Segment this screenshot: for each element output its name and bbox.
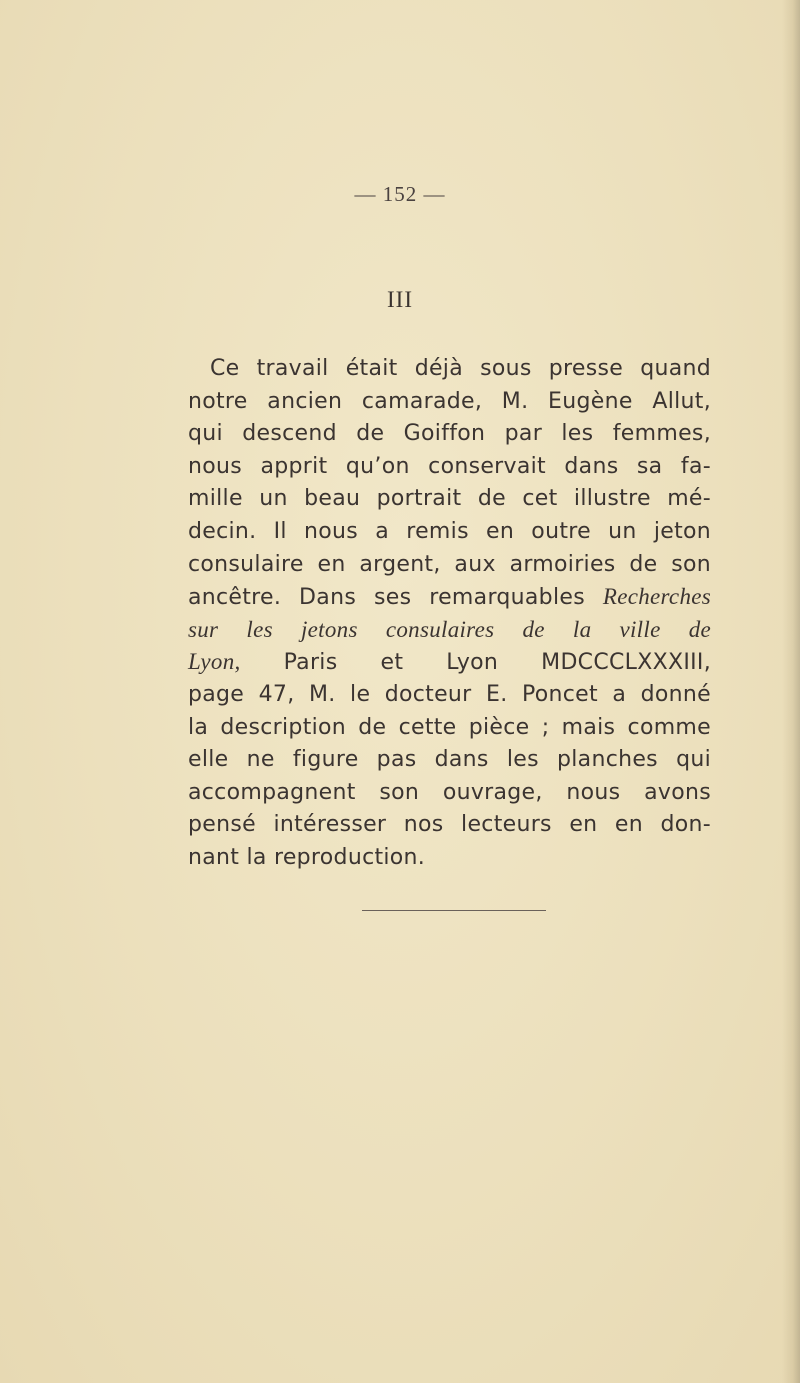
text-line [188, 744, 711, 777]
text-line [188, 483, 711, 516]
text-run: mille un beau portrait de cet illustre mé- [188, 486, 711, 512]
text-run: ancêtre. Dans ses remarquables [188, 585, 603, 611]
text-line [188, 809, 711, 842]
text-run: qui descend de Goiffon par les femmes, [188, 421, 711, 447]
page-edge-shadow [782, 0, 800, 1383]
text-run: elle ne figure pas dans les planches qui [188, 747, 711, 773]
page-number: — 152 — [354, 182, 446, 206]
text-run: consulaire en argent, aux armoiries de son [188, 551, 711, 577]
section-heading: III [387, 287, 413, 312]
text-line [188, 712, 711, 745]
text-run: decin. Il nous a remis en outre un jeton [188, 518, 711, 544]
italic-text: Recherches [602, 584, 711, 610]
body-paragraph [188, 353, 711, 875]
text-line [188, 353, 711, 386]
text-line [188, 516, 711, 549]
text-run: accompagnent son ouvrage, nous avons [188, 779, 711, 805]
text-run: Paris et Lyon MDCCCLXXXIII, [240, 650, 711, 676]
text-run: notre ancien camarade, M. Eugène Allut, [188, 388, 711, 414]
text-run: nant la reproduction. [188, 844, 426, 870]
text-line [188, 549, 711, 582]
text-line [188, 614, 711, 647]
italic-text: Lyon, [188, 649, 241, 675]
text-run: pensé intéresser nos lecteurs en en don- [188, 812, 711, 838]
text-run: la description de cette pièce ; mais comme [188, 714, 711, 740]
text-line [188, 777, 711, 810]
text-run: page 47, M. le docteur E. Poncet a donné [188, 681, 711, 707]
text-line [188, 418, 711, 451]
text-line [188, 679, 711, 712]
text-line [188, 451, 711, 484]
text-line [188, 581, 711, 614]
text-run: Ce travail était déjà sous presse quand [210, 356, 711, 381]
text-run: nous apprit qu’on conservait dans sa fa- [188, 453, 711, 479]
italic-text: sur les jetons consulaires de la ville de [188, 616, 711, 642]
text-line [188, 386, 711, 419]
section-end-rule [362, 910, 546, 911]
text-line [188, 646, 711, 679]
text-line [188, 842, 711, 875]
